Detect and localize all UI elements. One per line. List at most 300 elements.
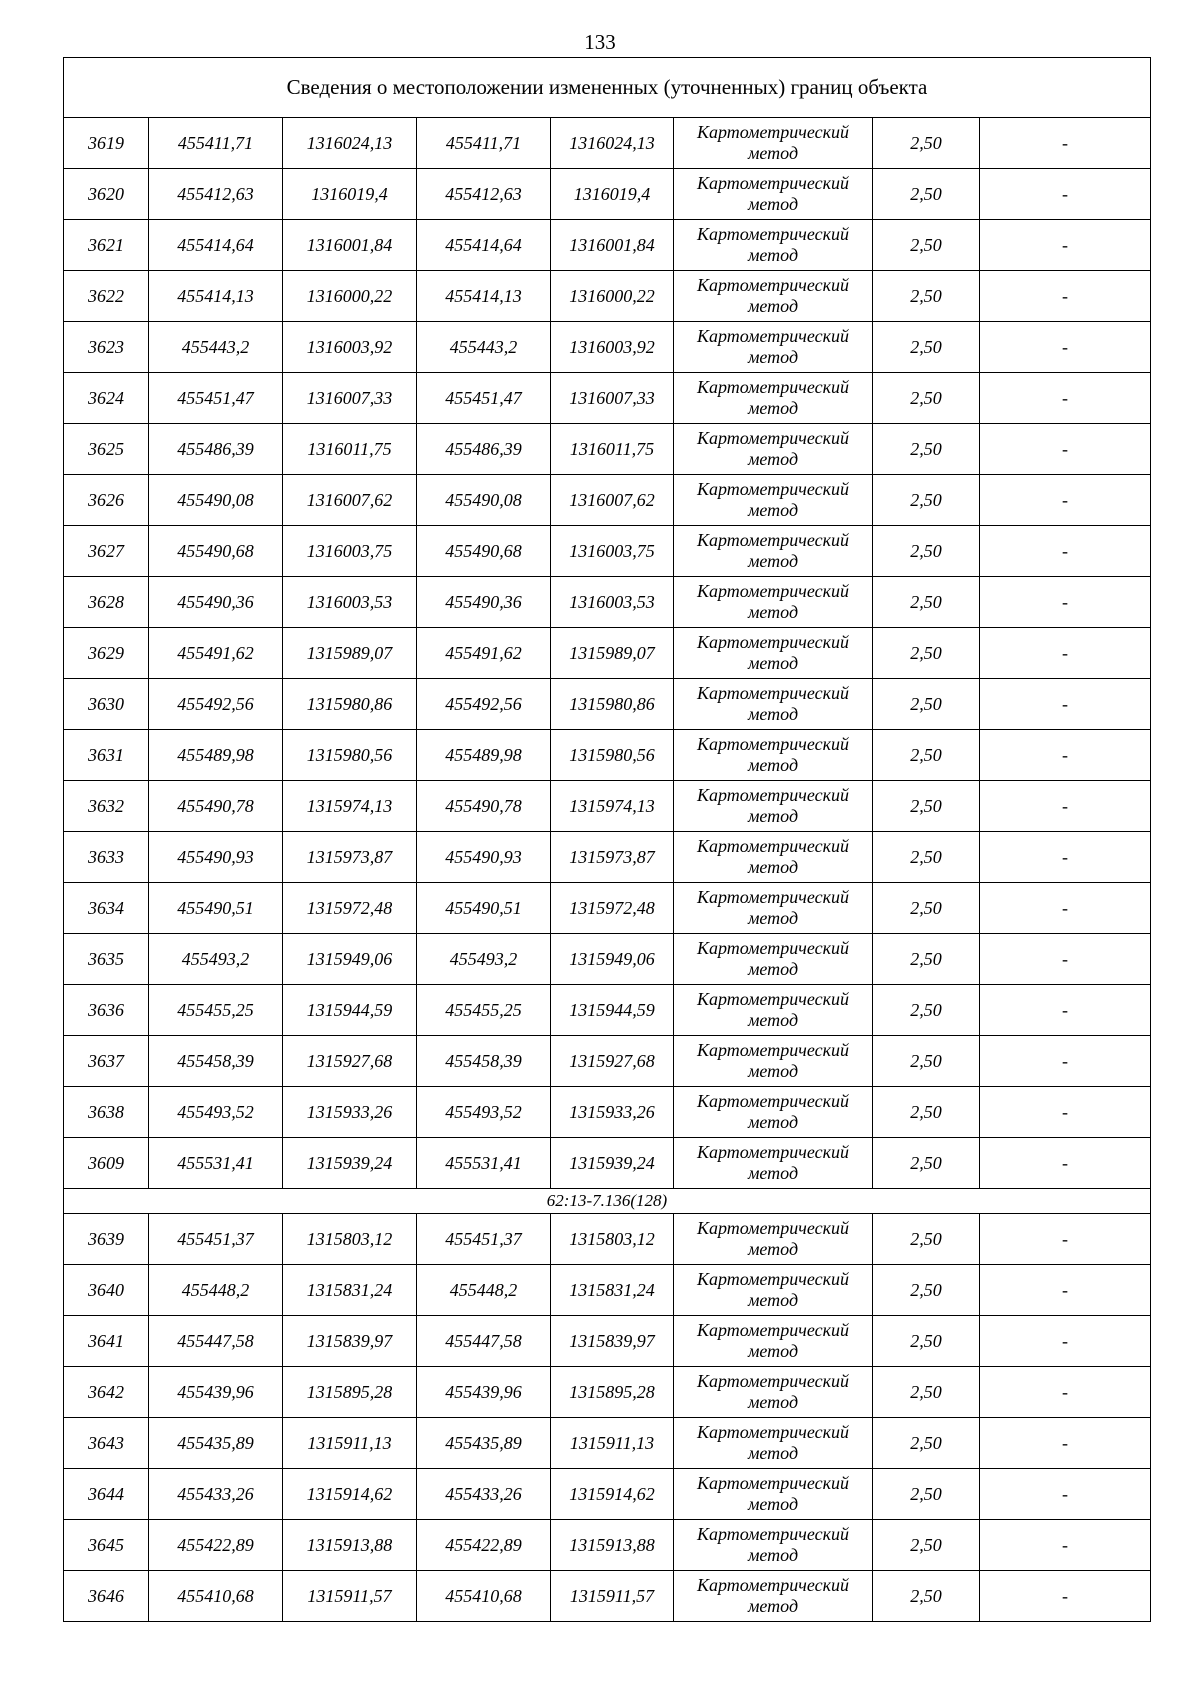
refined-x-cell: 455447,58 <box>417 1316 551 1367</box>
note-cell: - <box>980 832 1151 883</box>
existing-x-cell: 455455,25 <box>149 985 283 1036</box>
existing-x-cell: 455490,68 <box>149 526 283 577</box>
refined-x-cell: 455490,08 <box>417 475 551 526</box>
accuracy-cell: 2,50 <box>873 271 980 322</box>
point-number-cell: 3625 <box>64 424 149 475</box>
existing-x-cell: 455447,58 <box>149 1316 283 1367</box>
method-text: Картометрический <box>696 530 849 550</box>
method-text: Картометрический <box>696 1575 849 1595</box>
method-text: Картометрический <box>696 1269 849 1289</box>
refined-x-cell: 455412,63 <box>417 169 551 220</box>
table-row <box>64 220 1151 271</box>
refined-x-cell: 455410,68 <box>417 1571 551 1622</box>
method-cell <box>674 424 873 475</box>
method-text: метод <box>747 1494 799 1514</box>
accuracy-cell: 2,50 <box>873 1138 980 1189</box>
accuracy-cell: 2,50 <box>873 322 980 373</box>
accuracy-cell: 2,50 <box>873 1036 980 1087</box>
existing-x-cell: 455410,68 <box>149 1571 283 1622</box>
note-cell: - <box>980 934 1151 985</box>
existing-y-cell: 1315972,48 <box>283 883 417 934</box>
table-title: Сведения о местоположении измененных (уточненных) границ объекта <box>64 58 1151 118</box>
table-row <box>64 1036 1151 1087</box>
existing-x-cell: 455490,51 <box>149 883 283 934</box>
existing-x-cell: 455493,2 <box>149 934 283 985</box>
method-text: Картометрический <box>696 1422 849 1442</box>
method-text: Картометрический <box>696 581 849 601</box>
existing-x-cell: 455490,36 <box>149 577 283 628</box>
refined-y-cell: 1315927,68 <box>551 1036 674 1087</box>
refined-y-cell: 1315933,26 <box>551 1087 674 1138</box>
method-text: метод <box>747 1163 799 1183</box>
existing-x-cell: 455490,78 <box>149 781 283 832</box>
existing-y-cell: 1315944,59 <box>283 985 417 1036</box>
table-row <box>64 1469 1151 1520</box>
refined-x-cell: 455439,96 <box>417 1367 551 1418</box>
method-text: метод <box>747 653 799 673</box>
method-cell <box>674 577 873 628</box>
table-row <box>64 526 1151 577</box>
method-text: Картометрический <box>696 836 849 856</box>
table-row <box>64 883 1151 934</box>
refined-x-cell: 455451,37 <box>417 1214 551 1265</box>
existing-x-cell: 455486,39 <box>149 424 283 475</box>
refined-x-cell: 455491,62 <box>417 628 551 679</box>
refined-y-cell: 1316001,84 <box>551 220 674 271</box>
accuracy-cell: 2,50 <box>873 475 980 526</box>
method-text: метод <box>747 449 799 469</box>
method-cell <box>674 883 873 934</box>
method-text: метод <box>747 1392 799 1412</box>
accuracy-cell: 2,50 <box>873 373 980 424</box>
existing-y-cell: 1315911,13 <box>283 1418 417 1469</box>
method-text: Картометрический <box>696 377 849 397</box>
existing-x-cell: 455458,39 <box>149 1036 283 1087</box>
accuracy-cell: 2,50 <box>873 1469 980 1520</box>
existing-x-cell: 455491,62 <box>149 628 283 679</box>
note-cell: - <box>980 526 1151 577</box>
table-row <box>64 832 1151 883</box>
method-text: метод <box>747 908 799 928</box>
method-text: метод <box>747 194 799 214</box>
point-number-cell: 3642 <box>64 1367 149 1418</box>
refined-y-cell: 1315944,59 <box>551 985 674 1036</box>
existing-y-cell: 1315831,24 <box>283 1265 417 1316</box>
refined-y-cell: 1315803,12 <box>551 1214 674 1265</box>
accuracy-cell: 2,50 <box>873 832 980 883</box>
note-cell: - <box>980 679 1151 730</box>
refined-x-cell: 455490,93 <box>417 832 551 883</box>
existing-y-cell: 1315913,88 <box>283 1520 417 1571</box>
point-number-cell: 3635 <box>64 934 149 985</box>
existing-y-cell: 1315933,26 <box>283 1087 417 1138</box>
method-cell <box>674 1367 873 1418</box>
method-text: метод <box>747 959 799 979</box>
method-cell <box>674 1138 873 1189</box>
method-text: метод <box>747 296 799 316</box>
refined-x-cell: 455451,47 <box>417 373 551 424</box>
method-text: Картометрический <box>696 173 849 193</box>
table-row <box>64 730 1151 781</box>
existing-x-cell: 455433,26 <box>149 1469 283 1520</box>
method-cell <box>674 628 873 679</box>
method-cell <box>674 322 873 373</box>
existing-x-cell: 455451,37 <box>149 1214 283 1265</box>
point-number-cell: 3636 <box>64 985 149 1036</box>
method-cell <box>674 832 873 883</box>
point-number-cell: 3630 <box>64 679 149 730</box>
existing-y-cell: 1316000,22 <box>283 271 417 322</box>
refined-y-cell: 1316019,4 <box>551 169 674 220</box>
accuracy-cell: 2,50 <box>873 1316 980 1367</box>
refined-x-cell: 455448,2 <box>417 1265 551 1316</box>
refined-x-cell: 455458,39 <box>417 1036 551 1087</box>
existing-y-cell: 1316007,33 <box>283 373 417 424</box>
note-cell: - <box>980 1418 1151 1469</box>
accuracy-cell: 2,50 <box>873 169 980 220</box>
method-text: метод <box>747 1239 799 1259</box>
boundary-coordinates-table <box>63 57 1151 1622</box>
accuracy-cell: 2,50 <box>873 577 980 628</box>
note-cell: - <box>980 322 1151 373</box>
table-row <box>64 1316 1151 1367</box>
note-cell: - <box>980 883 1151 934</box>
refined-y-cell: 1315949,06 <box>551 934 674 985</box>
note-cell: - <box>980 373 1151 424</box>
method-text: метод <box>747 704 799 724</box>
existing-y-cell: 1315895,28 <box>283 1367 417 1418</box>
existing-x-cell: 455531,41 <box>149 1138 283 1189</box>
method-cell <box>674 1316 873 1367</box>
refined-y-cell: 1315839,97 <box>551 1316 674 1367</box>
refined-y-cell: 1315911,13 <box>551 1418 674 1469</box>
method-cell <box>674 118 873 169</box>
note-cell: - <box>980 781 1151 832</box>
existing-y-cell: 1315911,57 <box>283 1571 417 1622</box>
refined-x-cell: 455490,36 <box>417 577 551 628</box>
method-cell <box>674 1087 873 1138</box>
accuracy-cell: 2,50 <box>873 679 980 730</box>
note-cell: - <box>980 1036 1151 1087</box>
point-number-cell: 3624 <box>64 373 149 424</box>
refined-x-cell: 455490,68 <box>417 526 551 577</box>
existing-x-cell: 455448,2 <box>149 1265 283 1316</box>
table-row <box>64 1367 1151 1418</box>
existing-y-cell: 1315839,97 <box>283 1316 417 1367</box>
point-number-cell: 3640 <box>64 1265 149 1316</box>
method-cell <box>674 475 873 526</box>
point-number-cell: 3641 <box>64 1316 149 1367</box>
accuracy-cell: 2,50 <box>873 730 980 781</box>
refined-x-cell: 455411,71 <box>417 118 551 169</box>
page-number: 133 <box>584 30 616 54</box>
method-text: метод <box>747 806 799 826</box>
method-text: Картометрический <box>696 1142 849 1162</box>
method-text: Картометрический <box>696 428 849 448</box>
method-text: Картометрический <box>696 224 849 244</box>
note-cell: - <box>980 1571 1151 1622</box>
refined-x-cell: 455490,78 <box>417 781 551 832</box>
existing-y-cell: 1316003,92 <box>283 322 417 373</box>
method-text: метод <box>747 143 799 163</box>
note-cell: - <box>980 1469 1151 1520</box>
point-number-cell: 3633 <box>64 832 149 883</box>
method-cell <box>674 1214 873 1265</box>
method-text: Картометрический <box>696 989 849 1009</box>
table-row <box>64 577 1151 628</box>
note-cell: - <box>980 730 1151 781</box>
method-text: метод <box>747 1596 799 1616</box>
point-number-cell: 3634 <box>64 883 149 934</box>
method-text: Картометрический <box>696 1524 849 1544</box>
refined-y-cell: 1315911,57 <box>551 1571 674 1622</box>
note-cell: - <box>980 169 1151 220</box>
method-cell <box>674 781 873 832</box>
existing-x-cell: 455489,98 <box>149 730 283 781</box>
accuracy-cell: 2,50 <box>873 985 980 1036</box>
table-row <box>64 628 1151 679</box>
accuracy-cell: 2,50 <box>873 883 980 934</box>
accuracy-cell: 2,50 <box>873 1265 980 1316</box>
method-text: метод <box>747 245 799 265</box>
existing-y-cell: 1315949,06 <box>283 934 417 985</box>
note-cell: - <box>980 1520 1151 1571</box>
method-text: метод <box>747 1112 799 1132</box>
refined-x-cell: 455414,13 <box>417 271 551 322</box>
existing-y-cell: 1316003,75 <box>283 526 417 577</box>
method-text: Картометрический <box>696 938 849 958</box>
refined-x-cell: 455486,39 <box>417 424 551 475</box>
refined-y-cell: 1315980,86 <box>551 679 674 730</box>
accuracy-cell: 2,50 <box>873 1418 980 1469</box>
method-text: метод <box>747 398 799 418</box>
table-row <box>64 322 1151 373</box>
accuracy-cell: 2,50 <box>873 1520 980 1571</box>
existing-y-cell: 1315939,24 <box>283 1138 417 1189</box>
point-number-cell: 3626 <box>64 475 149 526</box>
point-number-cell: 3619 <box>64 118 149 169</box>
note-cell: - <box>980 424 1151 475</box>
table-row <box>64 271 1151 322</box>
method-text: Картометрический <box>696 734 849 754</box>
refined-y-cell: 1316007,62 <box>551 475 674 526</box>
note-cell: - <box>980 220 1151 271</box>
method-text: метод <box>747 602 799 622</box>
method-text: Картометрический <box>696 683 849 703</box>
method-text: Картометрический <box>696 1040 849 1060</box>
point-number-cell: 3631 <box>64 730 149 781</box>
existing-y-cell: 1316001,84 <box>283 220 417 271</box>
point-number-cell: 3646 <box>64 1571 149 1622</box>
method-text: метод <box>747 500 799 520</box>
note-cell: - <box>980 475 1151 526</box>
existing-x-cell: 455493,52 <box>149 1087 283 1138</box>
accuracy-cell: 2,50 <box>873 220 980 271</box>
existing-x-cell: 455435,89 <box>149 1418 283 1469</box>
table-row <box>64 1265 1151 1316</box>
point-number-cell: 3609 <box>64 1138 149 1189</box>
point-number-cell: 3623 <box>64 322 149 373</box>
section-label: 62:13-7.136(128) <box>64 1189 1151 1214</box>
point-number-cell: 3638 <box>64 1087 149 1138</box>
point-number-cell: 3620 <box>64 169 149 220</box>
table-row <box>64 1214 1151 1265</box>
refined-y-cell: 1315895,28 <box>551 1367 674 1418</box>
refined-y-cell: 1316011,75 <box>551 424 674 475</box>
point-number-cell: 3643 <box>64 1418 149 1469</box>
method-cell <box>674 679 873 730</box>
method-text: метод <box>747 1545 799 1565</box>
refined-x-cell: 455531,41 <box>417 1138 551 1189</box>
refined-x-cell: 455489,98 <box>417 730 551 781</box>
refined-y-cell: 1315980,56 <box>551 730 674 781</box>
existing-x-cell: 455422,89 <box>149 1520 283 1571</box>
point-number-cell: 3622 <box>64 271 149 322</box>
accuracy-cell: 2,50 <box>873 1214 980 1265</box>
existing-x-cell: 455490,08 <box>149 475 283 526</box>
note-cell: - <box>980 1214 1151 1265</box>
method-text: Картометрический <box>696 1218 849 1238</box>
method-cell <box>674 526 873 577</box>
refined-y-cell: 1315831,24 <box>551 1265 674 1316</box>
point-number-cell: 3639 <box>64 1214 149 1265</box>
existing-y-cell: 1315989,07 <box>283 628 417 679</box>
method-cell <box>674 934 873 985</box>
refined-y-cell: 1316003,92 <box>551 322 674 373</box>
existing-x-cell: 455451,47 <box>149 373 283 424</box>
accuracy-cell: 2,50 <box>873 934 980 985</box>
table-row <box>64 985 1151 1036</box>
refined-x-cell: 455490,51 <box>417 883 551 934</box>
existing-y-cell: 1315914,62 <box>283 1469 417 1520</box>
existing-x-cell: 455490,93 <box>149 832 283 883</box>
method-cell <box>674 373 873 424</box>
refined-y-cell: 1315939,24 <box>551 1138 674 1189</box>
section-row <box>64 1189 1151 1214</box>
existing-x-cell: 455492,56 <box>149 679 283 730</box>
existing-x-cell: 455414,64 <box>149 220 283 271</box>
accuracy-cell: 2,50 <box>873 424 980 475</box>
existing-y-cell: 1316007,62 <box>283 475 417 526</box>
refined-y-cell: 1316000,22 <box>551 271 674 322</box>
accuracy-cell: 2,50 <box>873 781 980 832</box>
table-title-row <box>64 58 1151 118</box>
refined-x-cell: 455433,26 <box>417 1469 551 1520</box>
table-row <box>64 1520 1151 1571</box>
table-row <box>64 118 1151 169</box>
accuracy-cell: 2,50 <box>873 118 980 169</box>
refined-y-cell: 1316003,53 <box>551 577 674 628</box>
existing-y-cell: 1316003,53 <box>283 577 417 628</box>
method-text: метод <box>747 1061 799 1081</box>
table-row <box>64 1087 1151 1138</box>
method-cell <box>674 220 873 271</box>
method-text: метод <box>747 347 799 367</box>
table-row <box>64 934 1151 985</box>
note-cell: - <box>980 118 1151 169</box>
method-cell <box>674 1520 873 1571</box>
refined-y-cell: 1315973,87 <box>551 832 674 883</box>
table-row <box>64 475 1151 526</box>
method-cell <box>674 271 873 322</box>
table-row <box>64 1418 1151 1469</box>
note-cell: - <box>980 1367 1151 1418</box>
existing-x-cell: 455414,13 <box>149 271 283 322</box>
method-text: метод <box>747 857 799 877</box>
method-text: Картометрический <box>696 1473 849 1493</box>
accuracy-cell: 2,50 <box>873 628 980 679</box>
method-cell <box>674 730 873 781</box>
method-text: метод <box>747 755 799 775</box>
existing-y-cell: 1316019,4 <box>283 169 417 220</box>
method-text: Картометрический <box>696 326 849 346</box>
method-text: метод <box>747 1010 799 1030</box>
existing-x-cell: 455412,63 <box>149 169 283 220</box>
point-number-cell: 3628 <box>64 577 149 628</box>
method-text: Картометрический <box>696 785 849 805</box>
method-cell <box>674 1469 873 1520</box>
existing-y-cell: 1315974,13 <box>283 781 417 832</box>
note-cell: - <box>980 577 1151 628</box>
refined-x-cell: 455422,89 <box>417 1520 551 1571</box>
table-row <box>64 169 1151 220</box>
existing-y-cell: 1315803,12 <box>283 1214 417 1265</box>
note-cell: - <box>980 1316 1151 1367</box>
existing-y-cell: 1315973,87 <box>283 832 417 883</box>
refined-x-cell: 455414,64 <box>417 220 551 271</box>
existing-y-cell: 1315927,68 <box>283 1036 417 1087</box>
refined-x-cell: 455492,56 <box>417 679 551 730</box>
refined-x-cell: 455493,52 <box>417 1087 551 1138</box>
point-number-cell: 3645 <box>64 1520 149 1571</box>
existing-y-cell: 1315980,86 <box>283 679 417 730</box>
point-number-cell: 3629 <box>64 628 149 679</box>
method-text: Картометрический <box>696 1371 849 1391</box>
method-text: метод <box>747 551 799 571</box>
method-text: метод <box>747 1290 799 1310</box>
refined-y-cell: 1315913,88 <box>551 1520 674 1571</box>
method-cell <box>674 985 873 1036</box>
method-text: Картометрический <box>696 122 849 142</box>
note-cell: - <box>980 1265 1151 1316</box>
table-row <box>64 424 1151 475</box>
method-cell <box>674 1418 873 1469</box>
table-row <box>64 1138 1151 1189</box>
existing-x-cell: 455443,2 <box>149 322 283 373</box>
point-number-cell: 3644 <box>64 1469 149 1520</box>
accuracy-cell: 2,50 <box>873 526 980 577</box>
table-row <box>64 781 1151 832</box>
existing-y-cell: 1316024,13 <box>283 118 417 169</box>
method-text: метод <box>747 1443 799 1463</box>
point-number-cell: 3632 <box>64 781 149 832</box>
existing-y-cell: 1316011,75 <box>283 424 417 475</box>
table-row <box>64 1571 1151 1622</box>
method-cell <box>674 1036 873 1087</box>
point-number-cell: 3627 <box>64 526 149 577</box>
note-cell: - <box>980 271 1151 322</box>
refined-y-cell: 1316003,75 <box>551 526 674 577</box>
method-text: Картометрический <box>696 632 849 652</box>
note-cell: - <box>980 1087 1151 1138</box>
refined-x-cell: 455443,2 <box>417 322 551 373</box>
refined-x-cell: 455455,25 <box>417 985 551 1036</box>
method-text: Картометрический <box>696 1320 849 1340</box>
point-number-cell: 3637 <box>64 1036 149 1087</box>
refined-x-cell: 455435,89 <box>417 1418 551 1469</box>
note-cell: - <box>980 628 1151 679</box>
table-row <box>64 679 1151 730</box>
